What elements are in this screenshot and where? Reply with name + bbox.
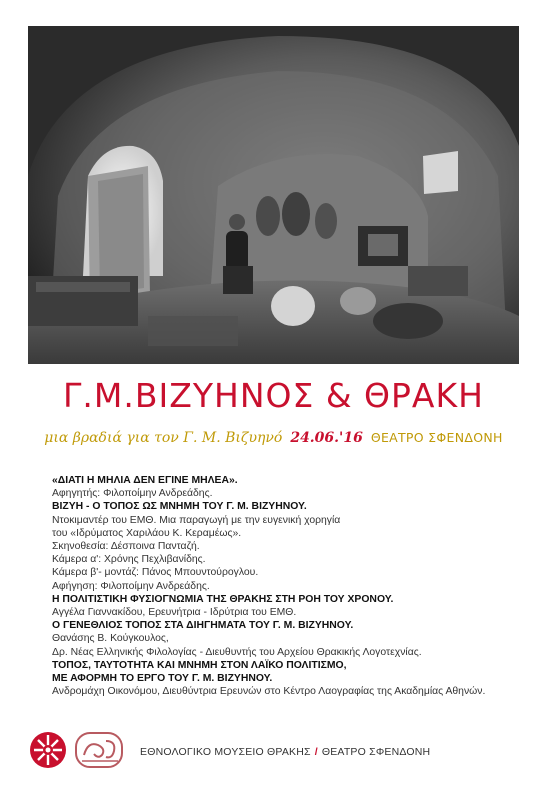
vaulted-room-photo — [28, 26, 519, 364]
subtitle-text: μια βραδιά για τον Γ. Μ. Βιζυηνό — [44, 430, 283, 446]
theatre-emblem-icon — [76, 733, 122, 767]
event-venue: ΘΕΑΤΡΟ ΣΦΕΝΔΟΝΗ — [370, 430, 503, 445]
museum-emblem-icon — [30, 732, 66, 768]
program-heading: Η ΠΟΛΙΤΙΣΤΙΚΗ ΦΥΣΙΟΓΝΩΜΙΑ ΤΗΣ ΘΡΑΚΗΣ ΣΤΗ ΡΟΗ ΤΟΥ ΧΡΟΝΟΥ. — [52, 593, 394, 605]
program-credit: Κάμερα α': Χρόνης Πεχλιβανίδης. — [52, 554, 206, 566]
footer-organizers — [140, 746, 430, 758]
event-date: 24.06.'16 — [290, 430, 363, 446]
program-list — [52, 474, 522, 698]
museum-name: ΕΘΝΟΛΟΓΙΚΟ ΜΟΥΣΕΙΟ ΘΡΑΚΗΣ — [140, 746, 311, 758]
program-credit: Αφήγηση: Φιλοποίμην Ανδρεάδης. — [52, 580, 210, 592]
program-credit: Θανάσης Β. Κούγκουλος, — [52, 633, 169, 645]
program-heading: Ο ΓΕΝΕΘΛΙΟΣ ΤΟΠΟΣ ΣΤΑ ΔΙΗΓΗΜΑΤΑ ΤΟΥ Γ. Μ. ΒΙΖΥΗΝΟΥ. — [52, 620, 354, 632]
theatre-name: ΘΕΑΤΡΟ ΣΦΕΝΔΟΝΗ — [321, 746, 431, 758]
program-credit: Αφηγητής: Φιλοποίμην Ανδρεάδης. — [52, 488, 213, 500]
footer-separator: / — [314, 746, 318, 758]
program-heading: ΒΙΖΥΗ - Ο ΤΟΠΟΣ ΩΣ ΜΝΗΜΗ ΤΟΥ Γ. Μ. ΒΙΖΥΗΝΟΥ. — [52, 501, 307, 513]
poster-subtitle — [0, 430, 547, 446]
cover-photo — [28, 26, 519, 364]
program-credit: Σκηνοθεσία: Δέσποινα Πανταζή. — [52, 541, 200, 553]
program-credit: Κάμερα β'- μοντάζ: Πάνος Μπουντούρογλου. — [52, 567, 259, 579]
program-credit: Ντοκιμαντέρ του ΕΜΘ. Μια παραγωγή με την ευγενική χορηγία — [52, 514, 341, 526]
program-credit: Δρ. Νέας Ελληνικής Φιλολογίας - Διευθυντής του Αρχείου Θρακικής Λογοτεχνίας. — [52, 646, 422, 658]
poster-title: Γ.Μ.ΒΙΖΥΗΝΟΣ & ΘΡΑΚΗ — [63, 376, 484, 415]
program-heading: «ΔΙΑΤΙ Η ΜΗΛΙΑ ΔΕΝ ΕΓΙΝΕ ΜΗΛΕΑ». — [52, 475, 238, 486]
program-credit: Ανδρομάχη Οικονόμου, Διευθύντρια Ερευνών στο Κέντρο Λαογραφίας της Ακαδημίας Αθηνών. — [52, 686, 486, 698]
program-heading: ΜΕ ΑΦΟΡΜΗ ΤΟ ΕΡΓΟ ΤΟΥ Γ. Μ. ΒΙΖΥΗΝΟΥ. — [52, 673, 273, 685]
program-credit: του «Ιδρύματος Χαριλάου Κ. Κεραμέως». — [52, 527, 242, 539]
program-heading: ΤΟΠΟΣ, ΤΑΥΤΟΤΗΤΑ ΚΑΙ ΜΝΗΜΗ ΣΤΟΝ ΛΑΪΚΟ ΠΟΛΙΤΙΣΜΟ, — [52, 659, 347, 671]
program-credit: Αγγέλα Γιαννακίδου, Ερευνήτρια - Ιδρύτρια του ΕΜΘ. — [52, 607, 297, 619]
footer-logos — [28, 727, 128, 773]
